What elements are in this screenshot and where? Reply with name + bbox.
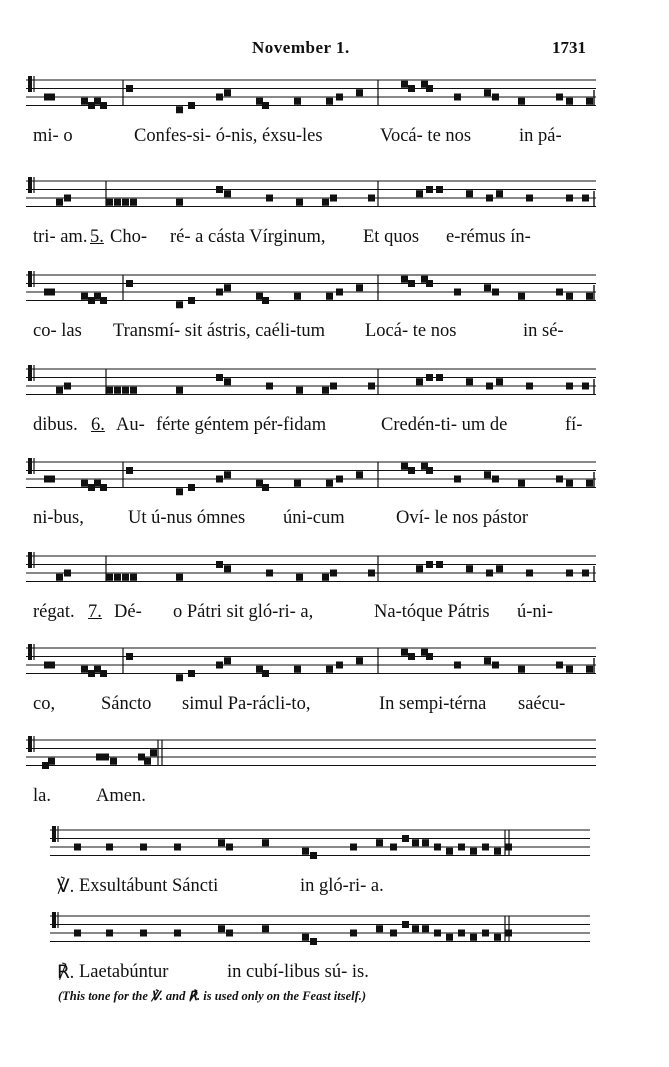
neume-note [582, 570, 589, 577]
neume-note [556, 662, 563, 669]
neume-note [138, 754, 145, 761]
neume-note [484, 89, 491, 96]
chant-staff [26, 257, 596, 317]
neume-note [376, 925, 383, 932]
neume-note [114, 387, 121, 394]
page-title: November 1. [252, 38, 350, 57]
lyric-syllable: Cho- [110, 227, 147, 247]
neume-note [401, 649, 408, 656]
neume-note [126, 85, 133, 92]
lyric-syllable: ni-bus, [33, 508, 84, 528]
neume-note [256, 293, 263, 300]
neume-note [402, 835, 409, 842]
neume-note [88, 102, 95, 109]
neume-note [466, 565, 473, 572]
neume-note [336, 289, 343, 296]
lyric-syllable: Oví- le nos pástor [396, 508, 529, 528]
neume-note [350, 844, 357, 851]
neume-note [586, 98, 593, 105]
chant-staff [26, 538, 596, 598]
lyric-syllable: in pá- [519, 126, 562, 146]
neume-note [126, 467, 133, 474]
neume-note [216, 374, 223, 381]
neume-note [94, 666, 101, 673]
neume-note [130, 199, 137, 206]
rubric-footnote: (This tone for the ℣. and ℟. is used only on the Feast itself.) [58, 989, 367, 1003]
chant-system-5 [0, 444, 669, 549]
lyric-syllable: tri- am. [33, 227, 88, 247]
lyric-syllable: Na-tóque Pátris [374, 602, 490, 622]
neume-note [454, 289, 461, 296]
neume-note [262, 670, 269, 677]
neume-note [586, 293, 593, 300]
neume-note [218, 839, 225, 846]
neume-note [310, 852, 317, 859]
neume-note [496, 190, 503, 197]
neume-note [401, 81, 408, 88]
neume-note [302, 848, 309, 855]
neume-note [296, 387, 303, 394]
neume-note [436, 561, 443, 568]
chant-staff [26, 630, 596, 690]
neume-note [88, 297, 95, 304]
neume-note [100, 297, 107, 304]
neume-note [262, 839, 269, 846]
neume-note [426, 85, 433, 92]
neume-note [224, 284, 231, 291]
neume-note [518, 666, 525, 673]
neume-note [326, 98, 333, 105]
chant-staff [26, 351, 596, 411]
neume-note [176, 574, 183, 581]
lyric-syllable: e-rémus ín- [446, 227, 531, 247]
versicle-sign: ℣. [57, 877, 75, 897]
chant-system-3 [0, 257, 669, 362]
neume-note [422, 925, 429, 932]
neume-note [368, 383, 375, 390]
neume-note [110, 758, 117, 765]
neume-note [262, 925, 269, 932]
chant-staff [50, 812, 590, 872]
neume-note [492, 94, 499, 101]
neume-note [106, 199, 113, 206]
lyric-syllable: in gló-ri- a. [300, 876, 384, 896]
neume-note [106, 574, 113, 581]
neume-note [426, 186, 433, 193]
neume-note [262, 484, 269, 491]
neume-note [94, 480, 101, 487]
lyric-syllable: co- las [33, 321, 82, 341]
neume-note [140, 930, 147, 937]
c-clef [28, 644, 32, 660]
neume-note [100, 102, 107, 109]
chant-staff [50, 898, 590, 958]
neume-note [224, 190, 231, 197]
stanza-number: 6. [91, 415, 105, 435]
c-clef [52, 826, 56, 842]
lyric-syllable: Credén-ti- um de [381, 415, 508, 435]
neume-note [176, 387, 183, 394]
neume-note [401, 463, 408, 470]
chant-staff [26, 62, 596, 122]
neume-note [176, 674, 183, 681]
neume-note [408, 467, 415, 474]
neume-note [336, 476, 343, 483]
neume-note [426, 561, 433, 568]
neume-note [102, 754, 109, 761]
response-sign: ℟. [57, 963, 75, 983]
neume-note [294, 293, 301, 300]
neume-note [56, 387, 63, 394]
neume-note [426, 653, 433, 660]
neume-note [486, 383, 493, 390]
neume-note [81, 98, 88, 105]
lyric-syllable: Amen. [96, 786, 146, 806]
neume-note [176, 106, 183, 113]
lyric-syllable: Locá- te nos [365, 321, 457, 341]
neume-note [356, 471, 363, 478]
neume-note [256, 480, 263, 487]
neume-note [482, 844, 489, 851]
neume-note [188, 297, 195, 304]
lyric-syllable: Dé- [114, 602, 142, 622]
neume-note [422, 839, 429, 846]
neume-note [218, 925, 225, 932]
neume-note [356, 284, 363, 291]
neume-note [454, 476, 461, 483]
neume-note [376, 839, 383, 846]
neume-note [48, 758, 55, 765]
neume-note [368, 570, 375, 577]
neume-note [566, 195, 573, 202]
neume-note [100, 670, 107, 677]
neume-note [356, 657, 363, 664]
neume-note [586, 666, 593, 673]
c-clef [28, 177, 32, 193]
neume-note [470, 934, 477, 941]
page-number: 1731 [552, 38, 586, 57]
neume-note [81, 480, 88, 487]
neume-note [470, 848, 477, 855]
neume-note [426, 374, 433, 381]
neume-note [458, 930, 465, 937]
neume-note [446, 934, 453, 941]
neume-note [326, 666, 333, 673]
neume-note [436, 186, 443, 193]
neume-note [122, 574, 129, 581]
neume-note [224, 657, 231, 664]
neume-note [582, 195, 589, 202]
chant-system-2 [0, 163, 669, 268]
c-clef [28, 552, 32, 568]
neume-note [466, 190, 473, 197]
neume-note [216, 289, 223, 296]
lyric-syllable: o Pátri sit gló-ri- a, [173, 602, 314, 622]
neume-note [81, 293, 88, 300]
neume-note [64, 383, 71, 390]
neume-note [484, 284, 491, 291]
neume-note [188, 484, 195, 491]
neume-note [466, 378, 473, 385]
lyric-syllable: mi- o [33, 126, 73, 146]
neume-note [94, 98, 101, 105]
neume-note [408, 280, 415, 287]
lyric-syllable: ré- a cásta Vírginum, [170, 227, 326, 247]
neume-note [144, 758, 151, 765]
neume-note [114, 199, 121, 206]
neume-note [100, 484, 107, 491]
chant-staff [26, 444, 596, 504]
neume-note [494, 848, 501, 855]
lyric-syllable: Et quos [363, 227, 420, 247]
neume-note [122, 387, 129, 394]
neume-note [330, 570, 337, 577]
neume-note [458, 844, 465, 851]
chant-staff [26, 722, 596, 782]
neume-note [106, 844, 113, 851]
neume-note [188, 102, 195, 109]
neume-note [416, 190, 423, 197]
neume-note [556, 476, 563, 483]
neume-note [256, 98, 263, 105]
lyric-syllable: Laetabúntur [79, 962, 169, 982]
neume-note [88, 484, 95, 491]
lyric-syllable: co, [33, 694, 56, 714]
neume-note [130, 387, 137, 394]
neume-note [492, 289, 499, 296]
neume-note [496, 378, 503, 385]
neume-note [494, 934, 501, 941]
neume-note [106, 387, 113, 394]
chant-system-6 [0, 538, 669, 643]
neume-note [140, 844, 147, 851]
neume-note [266, 383, 273, 390]
neume-note [294, 98, 301, 105]
neume-note [526, 570, 533, 577]
stanza-number: 7. [88, 602, 102, 622]
neume-note [566, 383, 573, 390]
neume-note [216, 561, 223, 568]
neume-note [390, 844, 397, 851]
neume-note [48, 289, 55, 296]
c-clef [28, 458, 32, 474]
neume-note [408, 653, 415, 660]
neume-note [114, 574, 121, 581]
lyric-syllable: Ut ú-nus ómnes [128, 508, 246, 528]
lyric-syllable: Au- [116, 415, 145, 435]
lyric-syllable: fí- [565, 415, 583, 435]
stanza-number: 5. [90, 227, 104, 247]
neume-note [482, 930, 489, 937]
neume-note [174, 930, 181, 937]
neume-note [350, 930, 357, 937]
neume-note [266, 570, 273, 577]
lyric-syllable: Confes-si- ó-nis, éxsu-les [134, 126, 323, 146]
neume-note [486, 570, 493, 577]
neume-note [368, 195, 375, 202]
lyric-syllable: simul Pa-rácli-to, [182, 694, 311, 714]
lyric-syllable: la. [33, 786, 51, 806]
chant-staff [26, 163, 596, 223]
neume-note [176, 199, 183, 206]
neume-note [408, 85, 415, 92]
neume-note [42, 762, 49, 769]
neume-note [518, 480, 525, 487]
neume-note [150, 749, 157, 756]
neume-note [486, 195, 493, 202]
neume-note [64, 195, 71, 202]
neume-note [226, 930, 233, 937]
neume-note [492, 662, 499, 669]
lyric-syllable: férte géntem pér-fidam [156, 415, 327, 435]
neume-note [322, 199, 329, 206]
neume-note [216, 94, 223, 101]
neume-note [310, 938, 317, 945]
neume-note [434, 930, 441, 937]
neume-note [454, 94, 461, 101]
c-clef [52, 912, 56, 928]
chant-system-4 [0, 351, 669, 456]
neume-note [266, 195, 273, 202]
lyric-syllable: in sé- [523, 321, 564, 341]
neume-note [484, 657, 491, 664]
lyric-syllable: in cubí-libus sú- is. [227, 962, 369, 982]
neume-note [226, 844, 233, 851]
c-clef [28, 365, 32, 381]
neume-note [330, 195, 337, 202]
neume-note [224, 89, 231, 96]
neume-note [294, 666, 301, 673]
neume-note [566, 293, 573, 300]
c-clef [28, 736, 32, 752]
neume-note [426, 467, 433, 474]
neume-note [326, 480, 333, 487]
lyric-syllable: úni-cum [283, 508, 345, 528]
neume-note [402, 921, 409, 928]
neume-note [326, 293, 333, 300]
neume-note [56, 574, 63, 581]
neume-note [454, 662, 461, 669]
neume-note [106, 930, 113, 937]
neume-note [356, 89, 363, 96]
neume-note [330, 383, 337, 390]
neume-note [48, 662, 55, 669]
lyric-syllable: saécu- [518, 694, 566, 714]
neume-note [412, 839, 419, 846]
neume-note [426, 280, 433, 287]
neume-note [224, 378, 231, 385]
c-clef [28, 76, 32, 92]
neume-note [176, 488, 183, 495]
neume-note [224, 565, 231, 572]
neume-note [262, 102, 269, 109]
lyric-syllable: Transmí- sit ástris, caéli-tum [113, 321, 326, 341]
neume-note [582, 383, 589, 390]
neume-note [526, 195, 533, 202]
neume-note [48, 476, 55, 483]
neume-note [518, 293, 525, 300]
neume-note [556, 289, 563, 296]
neume-note [294, 480, 301, 487]
neume-note [224, 471, 231, 478]
neume-note [188, 670, 195, 677]
neume-note [262, 297, 269, 304]
neume-note [94, 293, 101, 300]
neume-note [412, 925, 419, 932]
neume-note [416, 565, 423, 572]
neume-note [518, 98, 525, 105]
neume-note [434, 844, 441, 851]
neume-note [492, 476, 499, 483]
neume-note [130, 574, 137, 581]
chant-system-7 [0, 630, 669, 735]
neume-note [216, 186, 223, 193]
lyric-syllable: In sempi-térna [379, 694, 487, 714]
neume-note [496, 565, 503, 572]
neume-note [586, 480, 593, 487]
neume-note [296, 199, 303, 206]
neume-note [56, 199, 63, 206]
lyric-syllable: Sáncto [101, 694, 152, 714]
page-header [0, 38, 669, 60]
neume-note [88, 670, 95, 677]
lyric-syllable: Exsultábunt Sáncti [79, 876, 219, 896]
neume-note [436, 374, 443, 381]
neume-note [74, 930, 81, 937]
lyric-syllable: ú-ni- [517, 602, 553, 622]
neume-note [296, 574, 303, 581]
neume-note [566, 98, 573, 105]
neume-note [566, 480, 573, 487]
c-clef [28, 271, 32, 287]
neume-note [126, 653, 133, 660]
neume-note [401, 276, 408, 283]
neume-note [484, 471, 491, 478]
neume-note [322, 387, 329, 394]
neume-note [216, 476, 223, 483]
neume-note [336, 94, 343, 101]
neume-note [302, 934, 309, 941]
neume-note [176, 301, 183, 308]
neume-note [96, 754, 103, 761]
neume-note [48, 94, 55, 101]
lyric-syllable: régat. [33, 602, 75, 622]
neume-note [322, 574, 329, 581]
neume-note [74, 844, 81, 851]
neume-note [256, 666, 263, 673]
neume-note [216, 662, 223, 669]
neume-note [64, 570, 71, 577]
neume-note [174, 844, 181, 851]
neume-note [122, 199, 129, 206]
neume-note [126, 280, 133, 287]
neume-note [446, 848, 453, 855]
neume-note [81, 666, 88, 673]
neume-note [336, 662, 343, 669]
lyric-syllable: dibus. [33, 415, 78, 435]
neume-note [390, 930, 397, 937]
lyric-syllable: Vocá- te nos [380, 126, 472, 146]
chant-system-1 [0, 62, 669, 167]
neume-note [416, 378, 423, 385]
neume-note [526, 383, 533, 390]
neume-note [566, 666, 573, 673]
neume-note [556, 94, 563, 101]
neume-note [566, 570, 573, 577]
